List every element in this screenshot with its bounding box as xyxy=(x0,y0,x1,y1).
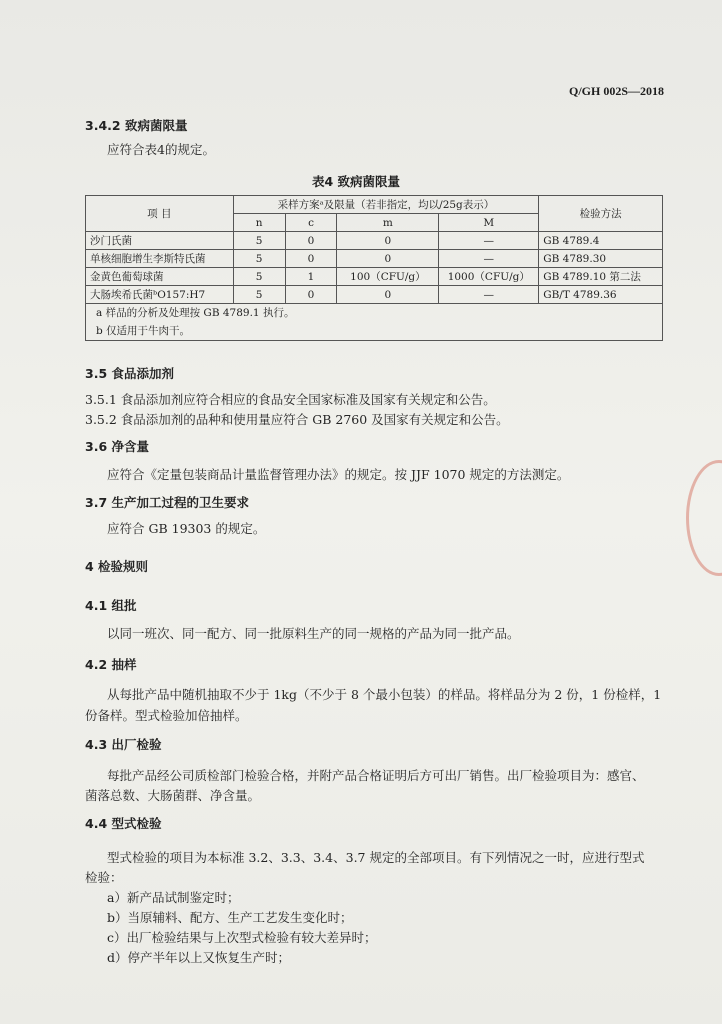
cell-c: 0 xyxy=(285,250,337,268)
cell-m: 0 xyxy=(337,286,439,304)
standard-code: Q/GH 002S—2018 xyxy=(568,84,664,98)
table-row xyxy=(86,232,663,250)
table-note-b: b 仅适用于牛肉干。 xyxy=(96,325,191,337)
list-item: b）当原辅料、配方、生产工艺发生变化时； xyxy=(107,910,353,925)
table-row xyxy=(86,268,663,286)
list-item: d）停产半年以上又恢复生产时； xyxy=(107,950,291,965)
section-4-4-line2: 检验： xyxy=(85,870,123,885)
cell-item: 金黄色葡萄球菌 xyxy=(86,268,234,286)
section-3-4-2-text: 应符合表4的规定。 xyxy=(107,142,215,157)
list-item: a）新产品试制鉴定时； xyxy=(107,890,240,905)
section-4-2-line2: 份备样。型式检验加倍抽样。 xyxy=(85,708,248,723)
pathogen-limit-table xyxy=(85,195,663,341)
table-row xyxy=(86,250,663,268)
cell-c: 0 xyxy=(285,286,337,304)
list-item: c）出厂检验结果与上次型式检验有较大差异时； xyxy=(107,930,377,945)
section-4-3-title: 4.3 出厂检验 xyxy=(85,737,162,752)
section-3-4-2-title: 3.4.2 致病菌限量 xyxy=(85,118,188,133)
section-3-7-title: 3.7 生产加工过程的卫生要求 xyxy=(85,495,249,510)
section-4-4-title: 4.4 型式检验 xyxy=(85,816,162,831)
header-c: c xyxy=(285,214,337,232)
cell-M: — xyxy=(439,286,539,304)
cell-m: 100（CFU/g） xyxy=(337,268,439,286)
red-seal-stamp xyxy=(686,460,722,576)
cell-M: — xyxy=(439,232,539,250)
table-notes xyxy=(86,304,663,341)
section-3-7-text: 应符合 GB 19303 的规定。 xyxy=(107,521,266,536)
cell-c: 0 xyxy=(285,232,337,250)
section-4-1-text: 以同一班次、同一配方、同一批原料生产的同一规格的产品为同一批产品。 xyxy=(107,626,520,641)
cell-n: 5 xyxy=(233,232,285,250)
section-4-2-line1: 从每批产品中随机抽取不少于 1kg（不少于 8 个最小包装）的样品。将样品分为 2 份，1 份检样，1 xyxy=(107,687,662,702)
section-3-6-title: 3.6 净含量 xyxy=(85,439,149,454)
cell-n: 5 xyxy=(233,250,285,268)
header-M: M xyxy=(439,214,539,232)
table-caption: 表4 致病菌限量 xyxy=(312,174,401,189)
cell-method: GB 4789.10 第二法 xyxy=(539,268,663,286)
cell-item: 沙门氏菌 xyxy=(86,232,234,250)
header-method: 检验方法 xyxy=(539,196,663,232)
section-3-5-2-text: 3.5.2 食品添加剂的品种和使用量应符合 GB 2760 及国家有关规定和公告。 xyxy=(85,412,509,427)
cell-method: GB 4789.4 xyxy=(539,232,663,250)
section-3-6-text: 应符合《定量包装商品计量监督管理办法》的规定。按 JJF 1070 规定的方法测定。 xyxy=(107,467,570,482)
cell-M: 1000（CFU/g） xyxy=(439,268,539,286)
cell-n: 5 xyxy=(233,286,285,304)
cell-n: 5 xyxy=(233,268,285,286)
cell-method: GB/T 4789.36 xyxy=(539,286,663,304)
section-4-1-title: 4.1 组批 xyxy=(85,598,137,613)
section-4-3-line2: 菌落总数、大肠菌群、净含量。 xyxy=(85,788,261,803)
table-note-a: a 样品的分析及处理按 GB 4789.1 执行。 xyxy=(96,307,295,319)
header-item: 项 目 xyxy=(86,196,234,232)
cell-method: GB 4789.30 xyxy=(539,250,663,268)
cell-m: 0 xyxy=(337,232,439,250)
cell-m: 0 xyxy=(337,250,439,268)
header-n: n xyxy=(233,214,285,232)
section-3-5-title: 3.5 食品添加剂 xyxy=(85,366,174,381)
cell-item: 大肠埃希氏菌ᵇO157:H7 xyxy=(86,286,234,304)
table-row xyxy=(86,286,663,304)
section-3-5-1-text: 3.5.1 食品添加剂应符合相应的食品安全国家标准及国家有关规定和公告。 xyxy=(85,392,496,407)
cell-M: — xyxy=(439,250,539,268)
section-4-title: 4 检验规则 xyxy=(85,559,149,574)
header-m: m xyxy=(337,214,439,232)
header-sampling-plan: 采样方案ᵃ及限量（若非指定，均以/25g表示） xyxy=(233,196,539,214)
cell-item: 单核细胞增生李斯特氏菌 xyxy=(86,250,234,268)
section-4-2-title: 4.2 抽样 xyxy=(85,657,137,672)
section-4-3-line1: 每批产品经公司质检部门检验合格，并附产品合格证明后方可出厂销售。出厂检验项目为：感官、 xyxy=(107,768,645,783)
section-4-4-line1: 型式检验的项目为本标准 3.2、3.3、3.4、3.7 规定的全部项目。有下列情况之一时，应进行型式 xyxy=(107,850,645,865)
cell-c: 1 xyxy=(285,268,337,286)
